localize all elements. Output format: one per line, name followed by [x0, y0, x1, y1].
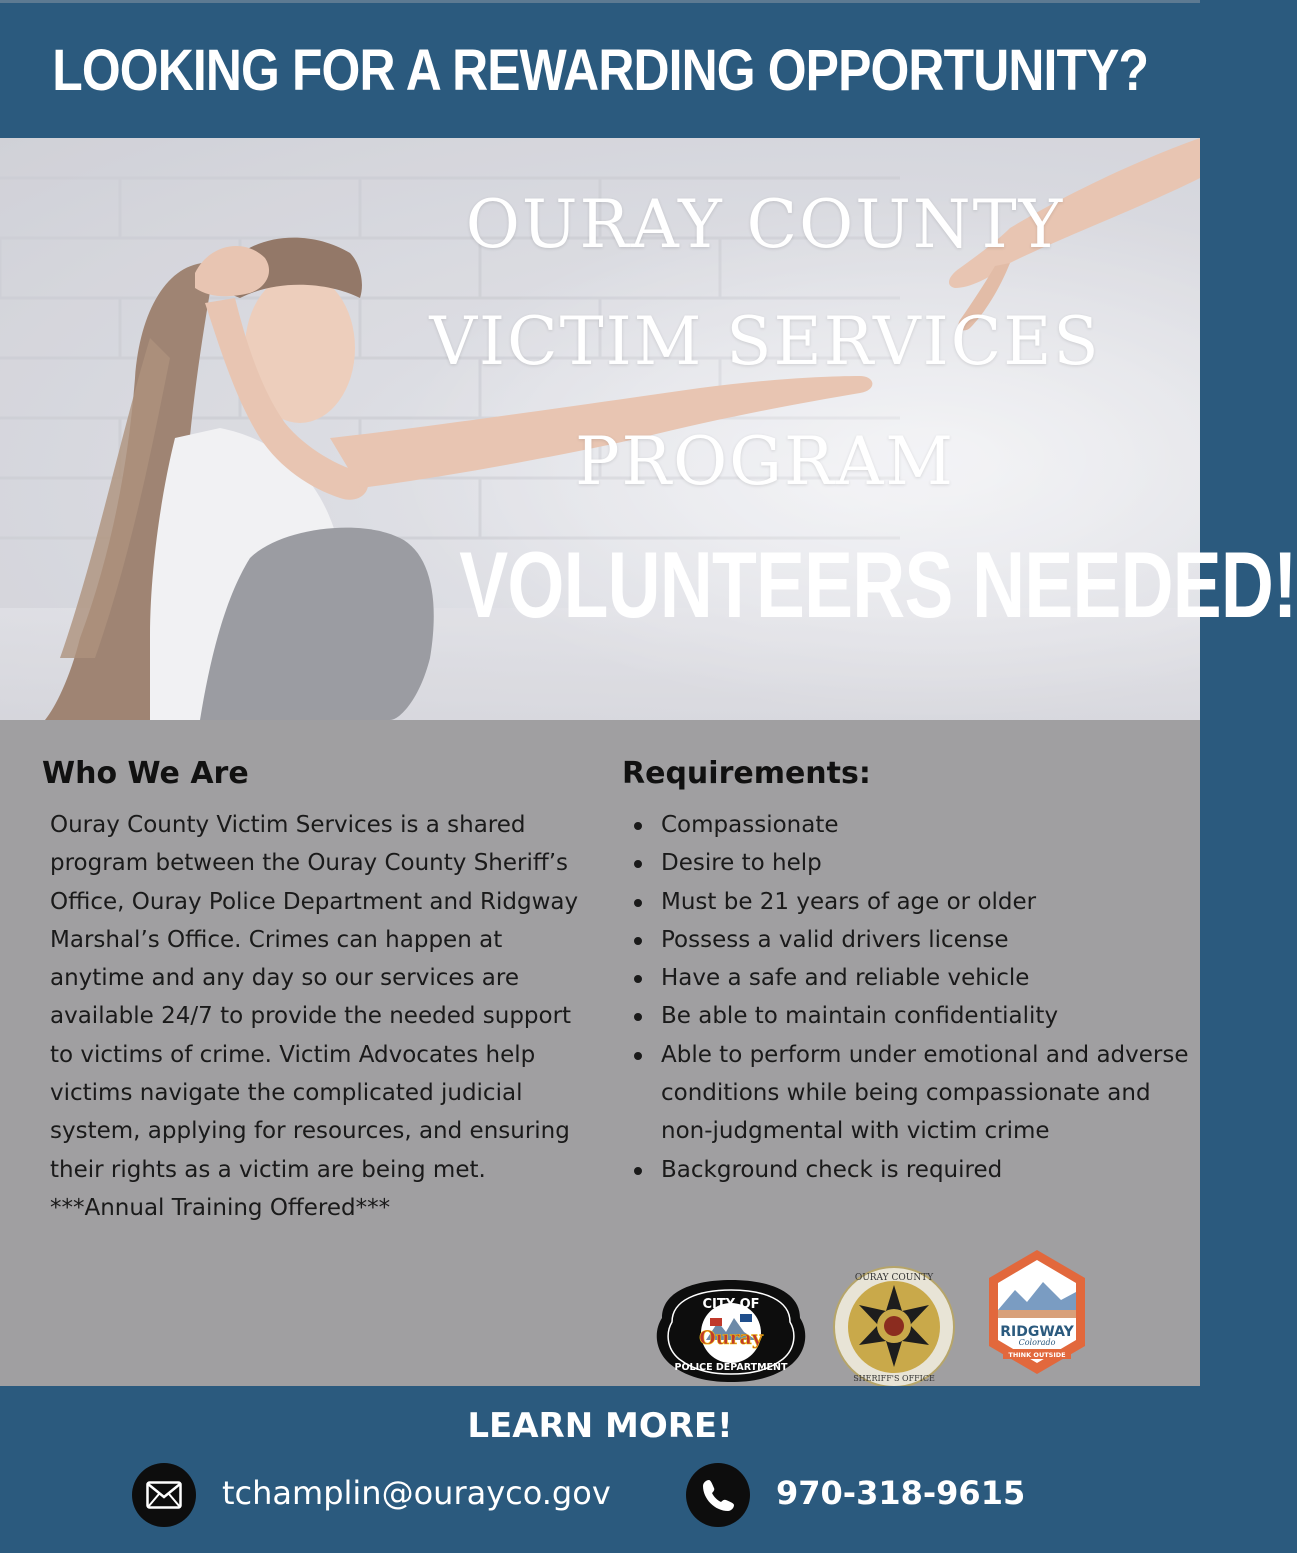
program-title-line-2: VICTIM SERVICES [429, 303, 1101, 380]
envelope-icon [132, 1463, 196, 1527]
police-logo-script: Ouray [699, 1327, 763, 1349]
who-we-are-heading: Who We Are [42, 756, 249, 791]
phone-icon [686, 1463, 750, 1527]
volunteers-needed-callout: VOLUNTEERS NEEDED! [459, 532, 1297, 637]
police-logo-top: CITY OF [702, 1297, 760, 1312]
annual-training-note: ***Annual Training Offered*** [50, 1194, 391, 1221]
who-we-are-text: Ouray County Victim Services is a shared program between the Ouray County Sheriff’s Office, Ouray Police Department and Ridgway Marshal’s Office. Crimes can happen at anytime and any day so our services are available 24/7 to provide the needed support to victims of crime. Victim Advocates help victims navigate the complicated judicial system, applying for resources, and ensuring their rights as a victim are being met. [50, 812, 579, 1183]
list-item: Possess a valid drivers license [632, 921, 1192, 959]
contact-email[interactable]: tchamplin@ourayco.gov [222, 1474, 611, 1512]
ridgway-logo-name: RIDGWAY [1000, 1324, 1074, 1340]
program-title-line-3: PROGRAM [575, 423, 955, 500]
list-item: Desire to help [632, 844, 1192, 882]
hero-section [0, 138, 1297, 720]
list-item: Background check is required [632, 1151, 1192, 1189]
headline: LOOKING FOR A REWARDING OPPORTUNITY? [52, 38, 1148, 103]
info-section [0, 720, 1200, 1386]
list-item: Compassionate [632, 806, 1192, 844]
police-logo-bottom: POLICE DEPARTMENT [674, 1362, 788, 1373]
ouray-police-department-logo [652, 1278, 810, 1384]
ridgway-logo-tagline: THINK OUTSIDE [1008, 1351, 1066, 1359]
list-item: Have a safe and reliable vehicle [632, 959, 1192, 997]
ridgway-colorado-logo [985, 1248, 1089, 1376]
who-we-are-body [50, 806, 580, 1227]
contact-phone[interactable]: 970-318-9615 [776, 1474, 1026, 1512]
ouray-county-sheriff-logo [832, 1265, 956, 1389]
top-banner [0, 0, 1200, 138]
requirements-heading: Requirements: [622, 756, 871, 791]
footer [0, 1386, 1200, 1553]
list-item: Be able to maintain confidentiality [632, 997, 1192, 1035]
sheriff-logo-bottom: SHERIFF'S OFFICE [853, 1374, 935, 1383]
learn-more-heading: LEARN MORE! [467, 1406, 733, 1446]
sheriff-logo-top: OURAY COUNTY [854, 1273, 934, 1283]
program-title-line-1: OURAY COUNTY [465, 186, 1065, 263]
ridgway-logo-script: Colorado [1018, 1338, 1056, 1347]
list-item: Must be 21 years of age or older [632, 883, 1192, 921]
list-item: Able to perform under emotional and adverse conditions while being compassionate and non-judgmental with victim crime [632, 1036, 1192, 1151]
requirements-list [632, 806, 1192, 1189]
